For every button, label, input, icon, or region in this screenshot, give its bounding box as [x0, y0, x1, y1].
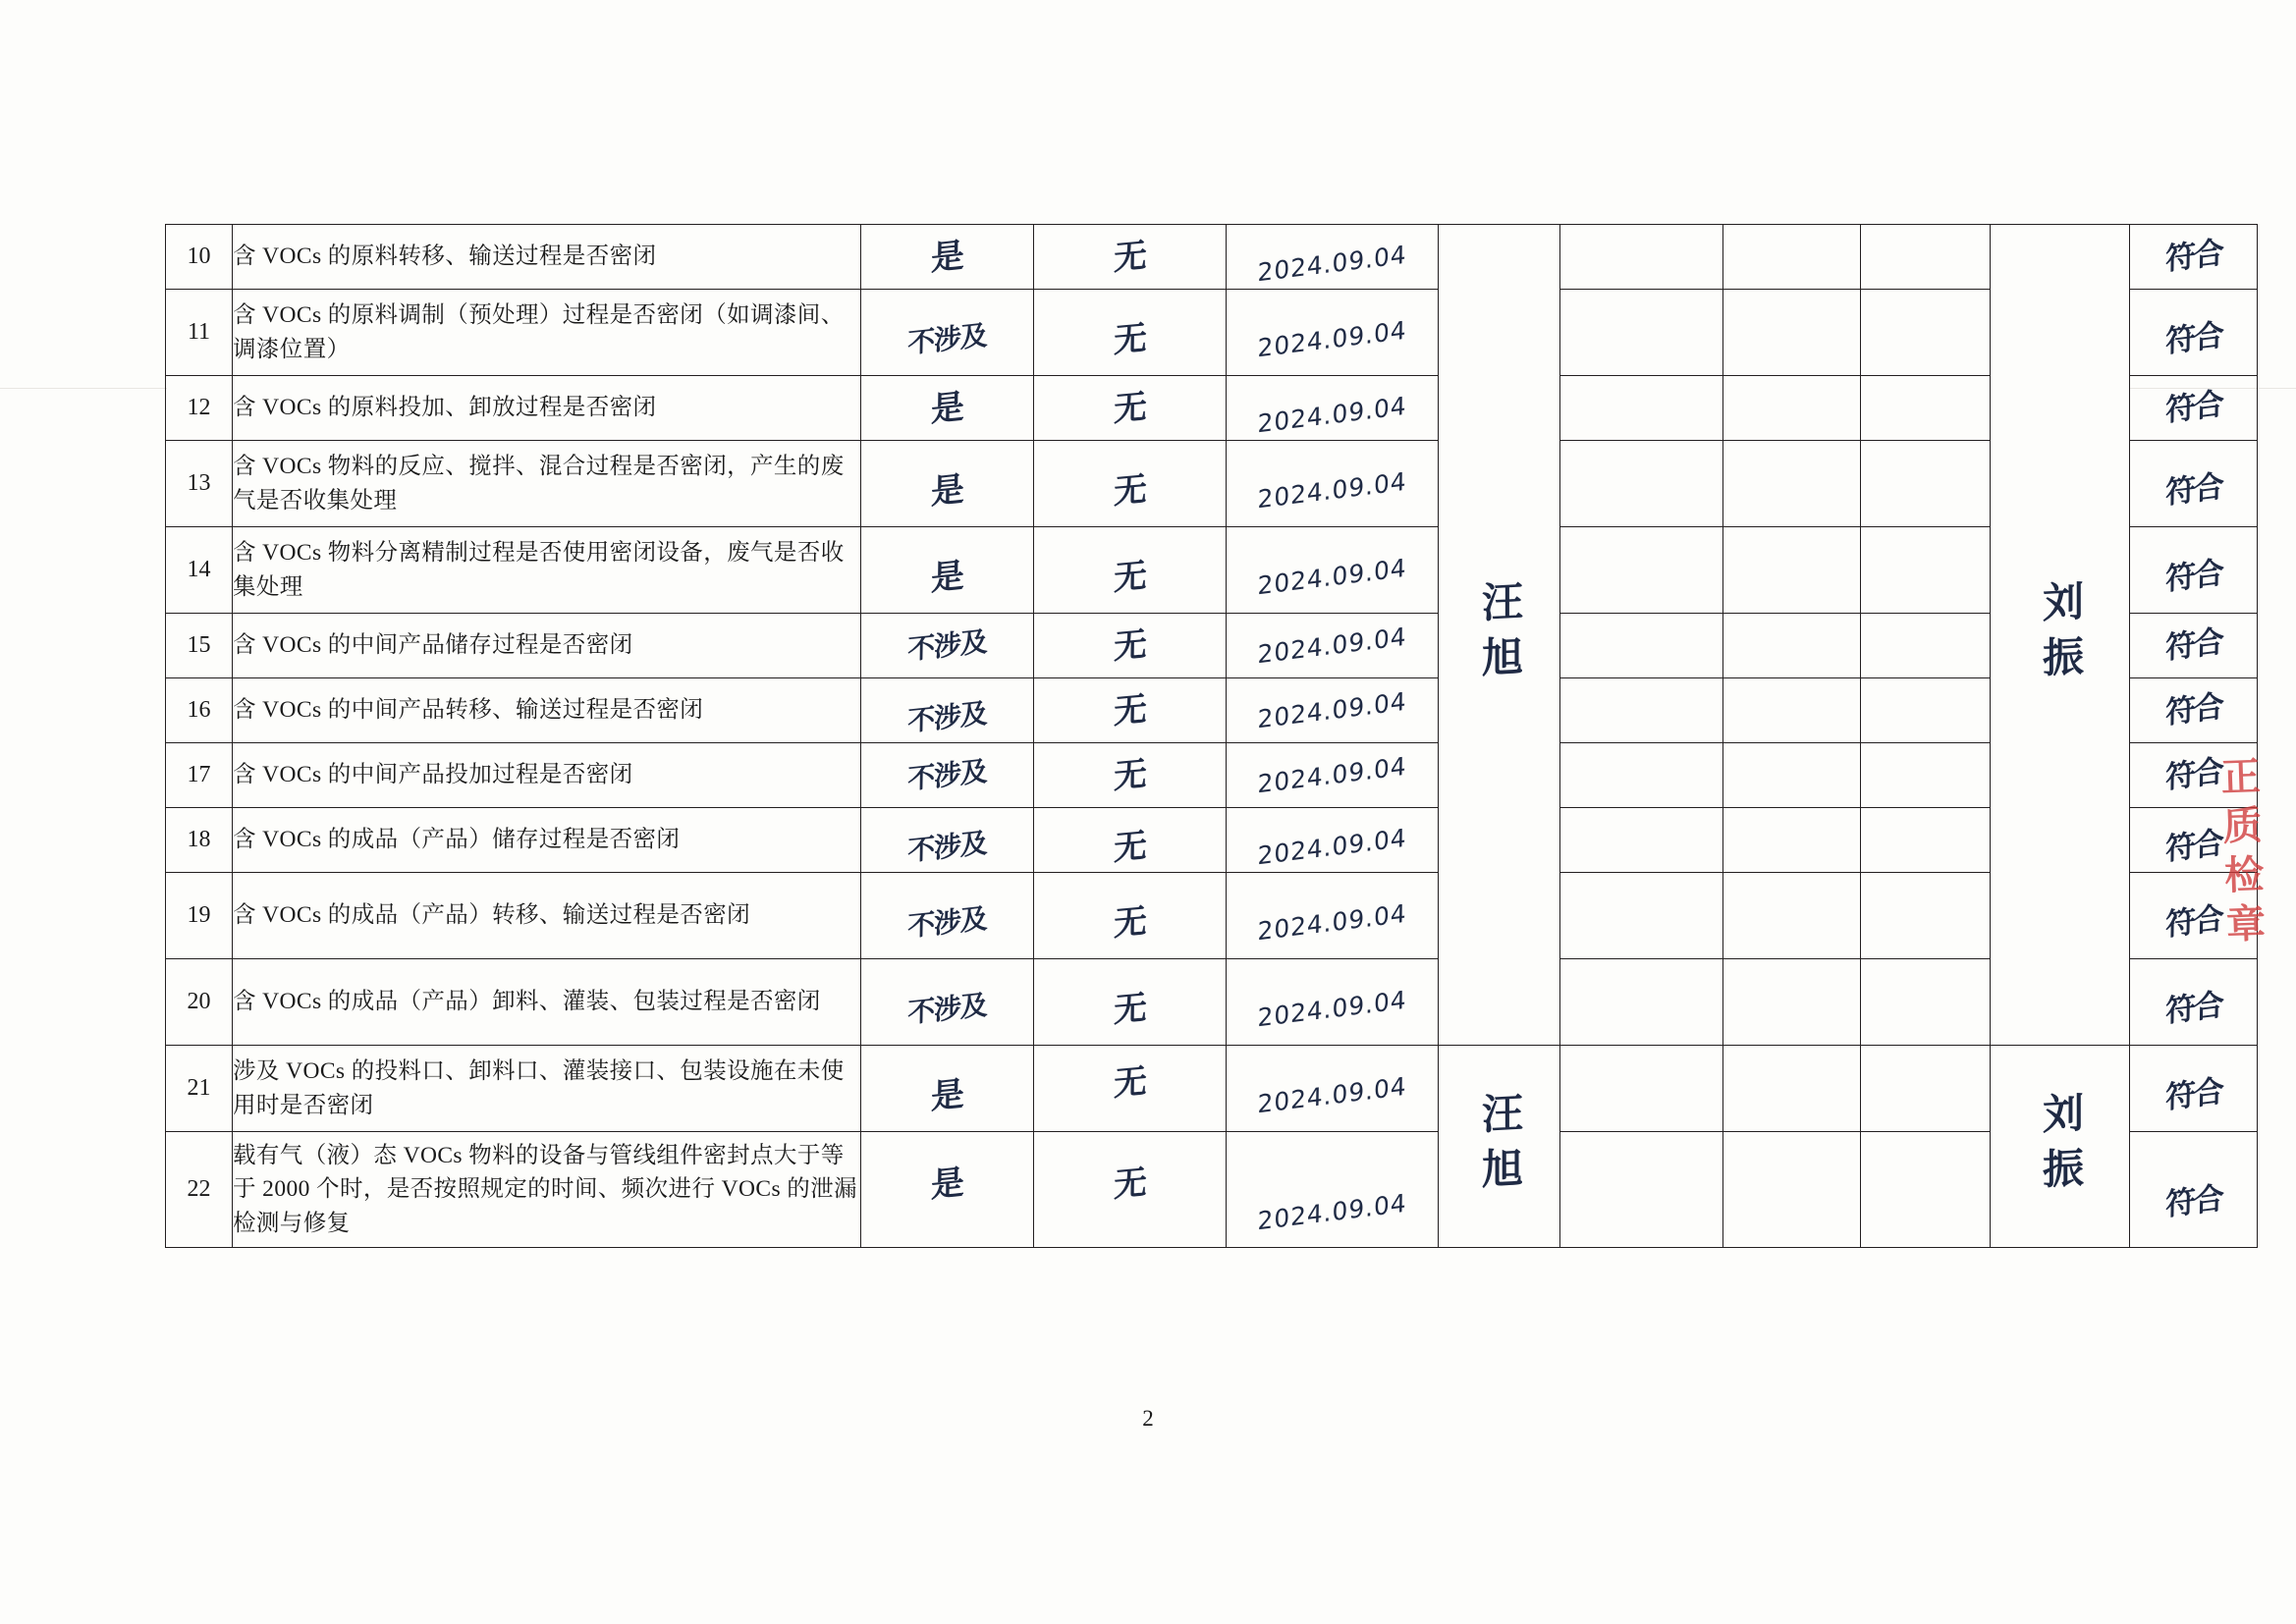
- row-item-text: 含 VOCs 物料分离精制过程是否使用密闭设备，废气是否收集处理: [233, 527, 861, 614]
- row-result: 符合: [2130, 290, 2258, 376]
- row-answer: 不涉及: [861, 959, 1034, 1046]
- blank-cell-g: [1861, 376, 1991, 441]
- row-answer: 是: [861, 527, 1034, 614]
- blank-cell-g: [1861, 614, 1991, 678]
- blank-cell-f: [1723, 441, 1861, 527]
- row-number: 17: [166, 743, 233, 808]
- reviewer-signature-column-top: [1991, 225, 2130, 1046]
- row-problem: 无: [1034, 678, 1227, 743]
- blank-cell-e: [1560, 873, 1723, 959]
- blank-cell-e: [1560, 614, 1723, 678]
- row-result: 符合: [2130, 808, 2258, 873]
- blank-cell-f: [1723, 225, 1861, 290]
- row-result: 符合: [2130, 376, 2258, 441]
- row-result: 符合: [2130, 441, 2258, 527]
- blank-cell-e: [1560, 290, 1723, 376]
- row-date: 2024.09.04: [1227, 614, 1439, 678]
- row-answer: 不涉及: [861, 678, 1034, 743]
- row-problem: 无: [1034, 441, 1227, 527]
- row-answer: 不涉及: [861, 614, 1034, 678]
- row-answer: 是: [861, 225, 1034, 290]
- row-date: 2024.09.04: [1227, 678, 1439, 743]
- blank-cell-f: [1723, 959, 1861, 1046]
- row-problem: 无: [1034, 376, 1227, 441]
- table-row: [166, 527, 2258, 614]
- table-row: [166, 678, 2258, 743]
- blank-cell-e: [1560, 376, 1723, 441]
- inspector-signature-column-top: [1439, 225, 1560, 1046]
- blank-cell-g: [1861, 290, 1991, 376]
- row-item-text: 含 VOCs 的原料调制（预处理）过程是否密闭（如调漆间、调漆位置）: [233, 290, 861, 376]
- row-date: 2024.09.04: [1227, 1132, 1439, 1248]
- inspector-signature-bottom: 汪旭: [1475, 1090, 1524, 1203]
- row-problem: 无: [1034, 808, 1227, 873]
- blank-cell-e: [1560, 1132, 1723, 1248]
- row-answer: 不涉及: [861, 873, 1034, 959]
- row-problem: 无: [1034, 959, 1227, 1046]
- blank-cell-e: [1560, 441, 1723, 527]
- blank-cell-f: [1723, 1046, 1861, 1132]
- row-result: 符合: [2130, 959, 2258, 1046]
- reviewer-signature-top: 刘振: [2036, 578, 2085, 691]
- row-item-text: 含 VOCs 的成品（产品）储存过程是否密闭: [233, 808, 861, 873]
- row-answer: 是: [861, 1132, 1034, 1248]
- row-date: 2024.09.04: [1227, 225, 1439, 290]
- row-number: 20: [166, 959, 233, 1046]
- blank-cell-e: [1560, 808, 1723, 873]
- row-number: 15: [166, 614, 233, 678]
- blank-cell-f: [1723, 678, 1861, 743]
- row-item-text: 含 VOCs 的中间产品储存过程是否密闭: [233, 614, 861, 678]
- blank-cell-f: [1723, 290, 1861, 376]
- row-date: 2024.09.04: [1227, 290, 1439, 376]
- inspector-signature-top: 汪旭: [1475, 578, 1524, 691]
- table-row: [166, 808, 2258, 873]
- row-answer: 不涉及: [861, 808, 1034, 873]
- blank-cell-g: [1861, 873, 1991, 959]
- blank-cell-e: [1560, 959, 1723, 1046]
- row-result: 符合: [2130, 527, 2258, 614]
- blank-cell-g: [1861, 1046, 1991, 1132]
- row-date: 2024.09.04: [1227, 959, 1439, 1046]
- row-date: 2024.09.04: [1227, 527, 1439, 614]
- blank-cell-f: [1723, 873, 1861, 959]
- blank-cell-g: [1861, 743, 1991, 808]
- row-number: 19: [166, 873, 233, 959]
- blank-cell-g: [1861, 678, 1991, 743]
- blank-cell-f: [1723, 614, 1861, 678]
- row-item-text: 含 VOCs 的原料转移、输送过程是否密闭: [233, 225, 861, 290]
- inspector-signature-column-bottom: [1439, 1046, 1560, 1248]
- table-row: [166, 873, 2258, 959]
- blank-cell-e: [1560, 1046, 1723, 1132]
- row-item-text: 含 VOCs 的成品（产品）转移、输送过程是否密闭: [233, 873, 861, 959]
- row-date: 2024.09.04: [1227, 441, 1439, 527]
- vocs-inspection-table: [165, 224, 2258, 1248]
- row-number: 22: [166, 1132, 233, 1248]
- blank-cell-f: [1723, 376, 1861, 441]
- blank-cell-e: [1560, 225, 1723, 290]
- blank-cell-e: [1560, 527, 1723, 614]
- reviewer-signature-bottom: 刘振: [2036, 1090, 2085, 1203]
- table-row: [166, 1132, 2258, 1248]
- blank-cell-f: [1723, 527, 1861, 614]
- blank-cell-e: [1560, 678, 1723, 743]
- blank-cell-g: [1861, 1132, 1991, 1248]
- row-item-text: 含 VOCs 的成品（产品）卸料、灌装、包装过程是否密闭: [233, 959, 861, 1046]
- row-date: 2024.09.04: [1227, 743, 1439, 808]
- blank-cell-e: [1560, 743, 1723, 808]
- table-row: [166, 441, 2258, 527]
- row-number: 18: [166, 808, 233, 873]
- table-row: [166, 225, 2258, 290]
- row-problem: 无: [1034, 1046, 1227, 1132]
- page-number: 2: [1142, 1406, 1154, 1431]
- table-row: [166, 1046, 2258, 1132]
- blank-cell-g: [1861, 225, 1991, 290]
- row-result: 符合: [2130, 1132, 2258, 1248]
- row-date: 2024.09.04: [1227, 376, 1439, 441]
- row-problem: 无: [1034, 225, 1227, 290]
- blank-cell-f: [1723, 743, 1861, 808]
- row-number: 12: [166, 376, 233, 441]
- row-item-text: 涉及 VOCs 的投料口、卸料口、灌装接口、包装设施在未使用时是否密闭: [233, 1046, 861, 1132]
- row-number: 14: [166, 527, 233, 614]
- blank-cell-g: [1861, 959, 1991, 1046]
- table-row: [166, 959, 2258, 1046]
- row-problem: 无: [1034, 743, 1227, 808]
- reviewer-signature-column-bottom: [1991, 1046, 2130, 1248]
- table-row: [166, 614, 2258, 678]
- row-date: 2024.09.04: [1227, 873, 1439, 959]
- row-result: 符合: [2130, 678, 2258, 743]
- row-problem: 无: [1034, 290, 1227, 376]
- row-problem: 无: [1034, 873, 1227, 959]
- row-problem: 无: [1034, 614, 1227, 678]
- row-number: 13: [166, 441, 233, 527]
- row-problem: 无: [1034, 527, 1227, 614]
- table-row: [166, 743, 2258, 808]
- row-number: 10: [166, 225, 233, 290]
- blank-cell-g: [1861, 808, 1991, 873]
- blank-cell-g: [1861, 441, 1991, 527]
- blank-cell-f: [1723, 808, 1861, 873]
- row-answer: 是: [861, 1046, 1034, 1132]
- row-number: 16: [166, 678, 233, 743]
- row-result: 符合: [2130, 614, 2258, 678]
- blank-cell-g: [1861, 527, 1991, 614]
- row-item-text: 含 VOCs 物料的反应、搅拌、混合过程是否密闭，产生的废气是否收集处理: [233, 441, 861, 527]
- red-seal-stamp: 正质检章: [2214, 755, 2267, 953]
- row-date: 2024.09.04: [1227, 1046, 1439, 1132]
- blank-cell-f: [1723, 1132, 1861, 1248]
- row-answer: 是: [861, 441, 1034, 527]
- row-answer: 不涉及: [861, 743, 1034, 808]
- row-result: 符合: [2130, 743, 2258, 808]
- table-row: [166, 376, 2258, 441]
- row-item-text: 含 VOCs 的中间产品转移、输送过程是否密闭: [233, 678, 861, 743]
- row-date: 2024.09.04: [1227, 808, 1439, 873]
- table-row: [166, 290, 2258, 376]
- row-result: 符合: [2130, 225, 2258, 290]
- row-item-text: 含 VOCs 的原料投加、卸放过程是否密闭: [233, 376, 861, 441]
- row-result: 符合: [2130, 1046, 2258, 1132]
- row-item-text: 载有气（液）态 VOCs 物料的设备与管线组件密封点大于等于 2000 个时，是否按照规定的时间、频次进行 VOCs 的泄漏检测与修复: [233, 1132, 861, 1248]
- row-number: 11: [166, 290, 233, 376]
- row-answer: 不涉及: [861, 290, 1034, 376]
- row-answer: 是: [861, 376, 1034, 441]
- row-problem: 无: [1034, 1132, 1227, 1248]
- scan-edge-line-left: [0, 388, 167, 389]
- row-result: 符合: [2130, 873, 2258, 959]
- row-number: 21: [166, 1046, 233, 1132]
- row-item-text: 含 VOCs 的中间产品投加过程是否密闭: [233, 743, 861, 808]
